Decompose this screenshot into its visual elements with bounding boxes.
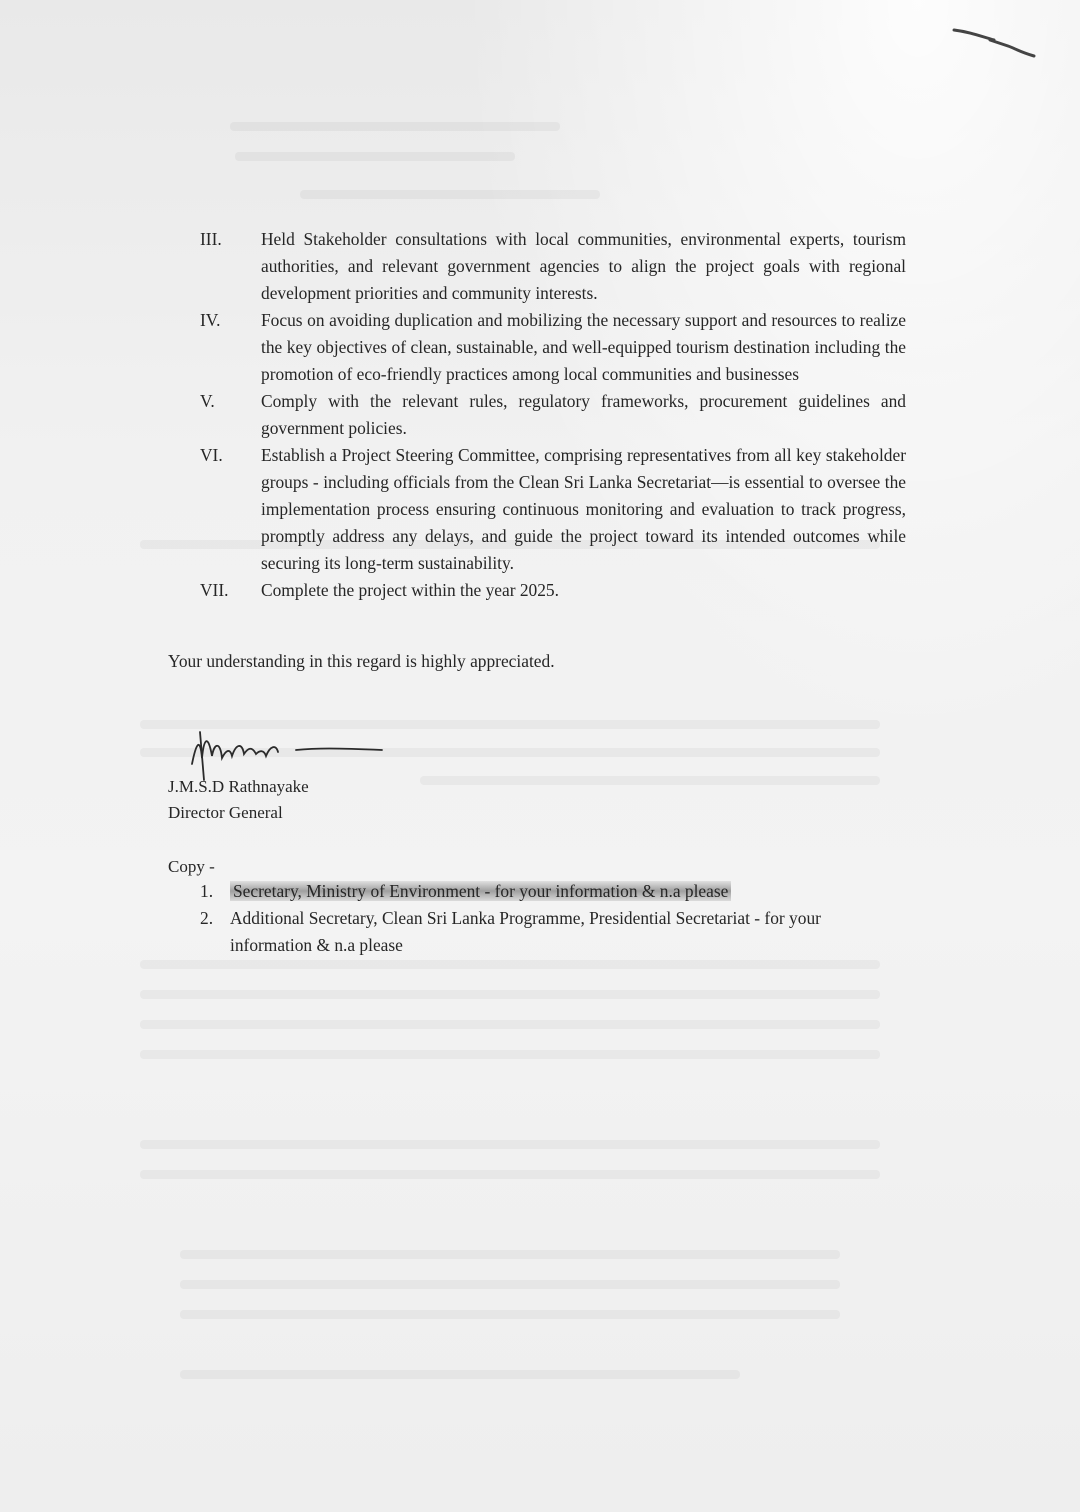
bleed-through-line bbox=[230, 122, 560, 131]
bleed-through-line bbox=[180, 1310, 840, 1319]
bleed-through-line bbox=[420, 776, 880, 785]
bleed-through-line bbox=[140, 1020, 880, 1029]
signatory-title: Director General bbox=[168, 803, 283, 822]
list-item-number: III. bbox=[200, 229, 222, 249]
bleed-through-line bbox=[235, 152, 515, 161]
list-item bbox=[200, 577, 906, 604]
highlighted-text: Secretary, Ministry of Environment - for your information & n.a please bbox=[230, 881, 731, 901]
bleed-through-line bbox=[140, 1140, 880, 1149]
list-item bbox=[200, 307, 906, 388]
copy-item bbox=[200, 878, 906, 905]
closing-statement: Your understanding in this regard is highly appreciated. bbox=[168, 651, 555, 671]
list-item-text: Establish a Project Steering Committee, comprising representatives from all key stakeholder groups - including officials from the Clean Sri Lanka Secretariat—is essential to oversee the implementation process ensuring continuous monitoring and evaluation to track progress, promptly address any delays, and guide the project toward its intended outcomes while securing its long-term sustainability. bbox=[261, 445, 906, 573]
pen-mark-icon bbox=[950, 22, 1040, 62]
copy-label: Copy - bbox=[168, 857, 215, 876]
list-item-number: VII. bbox=[200, 580, 229, 600]
list-item-number: V. bbox=[200, 391, 215, 411]
bleed-through-line bbox=[140, 960, 880, 969]
copy-item-text bbox=[230, 878, 906, 905]
list-item-number: IV. bbox=[200, 310, 221, 330]
list-item bbox=[200, 226, 906, 307]
bleed-through-line bbox=[180, 1370, 740, 1379]
bleed-through-line bbox=[140, 990, 880, 999]
list-item-text: Held Stakeholder consultations with local communities, environmental experts, tourism authorities, and relevant government agencies to align the project goals with regional development priorities and community interests. bbox=[261, 229, 906, 303]
list-item-number: VI. bbox=[200, 445, 223, 465]
list-item-text: Focus on avoiding duplication and mobilizing the necessary support and resources to realize the key objectives of clean, sustainable, and well-equipped tourism destination including the promotion of eco-friendly practices among local communities and businesses bbox=[261, 310, 906, 384]
bleed-through-line bbox=[140, 1050, 880, 1059]
copy-item bbox=[200, 905, 906, 959]
bleed-through-line bbox=[180, 1280, 840, 1289]
list-item bbox=[200, 388, 906, 442]
list-item-text: Comply with the relevant rules, regulatory frameworks, procurement guidelines and government policies. bbox=[261, 391, 906, 438]
bleed-through-line bbox=[300, 190, 600, 199]
list-item bbox=[200, 442, 906, 577]
numbered-list bbox=[200, 226, 906, 604]
copy-item-number: 1. bbox=[200, 881, 214, 901]
signatory-name: J.M.S.D Rathnayake bbox=[168, 777, 309, 796]
bleed-through-line bbox=[140, 1170, 880, 1179]
bleed-through-line bbox=[180, 1250, 840, 1259]
copy-list bbox=[200, 878, 906, 959]
copy-item-text: Additional Secretary, Clean Sri Lanka Programme, Presidential Secretariat - for your information & n.a please bbox=[230, 908, 821, 955]
copy-item-number: 2. bbox=[200, 908, 214, 928]
list-item-text: Complete the project within the year 2025. bbox=[261, 580, 559, 600]
